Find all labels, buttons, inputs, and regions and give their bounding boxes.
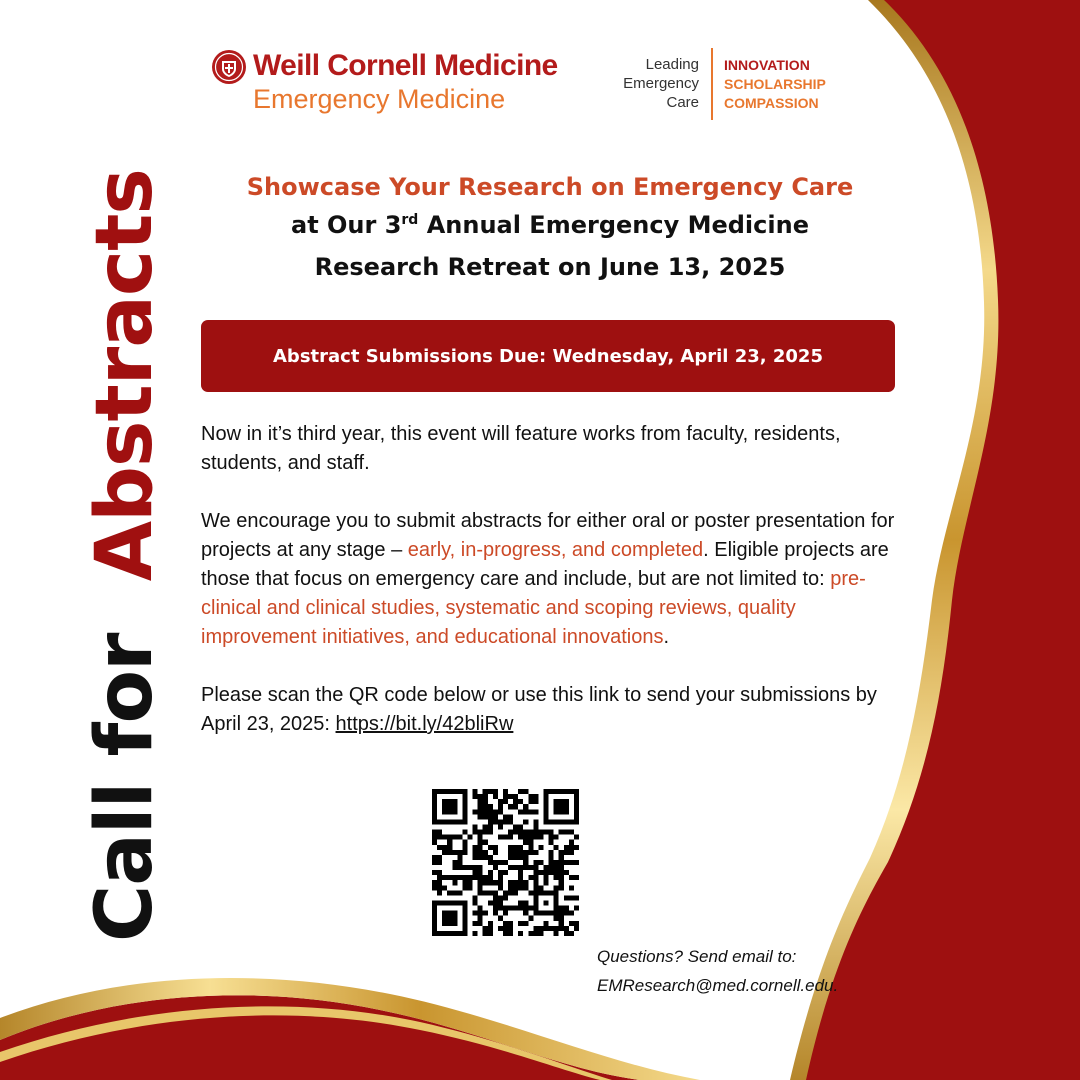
p2-text-a: We encourage you to submit abstracts for either oral or poster presentation for projects at any stage –	[201, 510, 895, 561]
contact-prompt: Questions? Send email to:	[597, 947, 797, 966]
headline-line-2	[195, 204, 905, 246]
headline	[195, 170, 905, 288]
due-date-banner	[201, 320, 895, 392]
due-date-text: Abstract Submissions Due: Wednesday, April 23, 2025	[273, 345, 823, 367]
cornell-seal-icon	[211, 49, 247, 85]
tagline-divider	[711, 48, 713, 120]
headline-line-1: Showcase Your Research on Emergency Care	[246, 173, 854, 201]
tagline-innovation: INNOVATION	[724, 57, 810, 73]
p2-highlight-project-types: pre-clinical and clinical studies, systematic and scoping reviews, quality improvement initiatives, and educational innovations	[201, 568, 866, 648]
body-paragraph-1: Now in it’s third year, this event will feature works from faculty, residents, students, and staff.	[201, 423, 841, 474]
tagline-left-3: Care	[666, 94, 699, 111]
tagline-left-2: Emergency	[623, 75, 699, 92]
qr-code[interactable]	[432, 789, 579, 936]
headline-ordinal-sup: rd	[401, 212, 419, 228]
tagline-left-1: Leading	[645, 56, 699, 73]
p3-text: Please scan the QR code below or use this link to send your submissions by April 23, 2025:	[201, 684, 877, 735]
p2-highlight-stages: early, in-progress, and completed	[407, 539, 704, 561]
body-paragraph-2	[201, 507, 901, 652]
side-title-call-for: Call for	[80, 633, 170, 942]
values-tagline	[724, 56, 826, 113]
leading-emergency-care	[596, 55, 699, 112]
contact-email[interactable]: EMResearch@med.cornell.edu.	[597, 976, 839, 995]
headline-line-2-post: Annual Emergency Medicine	[418, 211, 809, 239]
wcm-logo	[211, 47, 591, 117]
body-paragraph-3	[201, 681, 901, 739]
p2-text-b: . Eligible projects are those that focus on emergency care and include, but are not limited to:	[201, 539, 889, 590]
headline-line-3: Research Retreat on June 13, 2025	[314, 253, 786, 281]
tagline-compassion: COMPASSION	[724, 95, 819, 111]
side-title-abstracts: Abstracts	[80, 169, 170, 582]
tagline-scholarship: SCHOLARSHIP	[724, 76, 826, 92]
side-title	[80, 152, 170, 942]
contact-info	[597, 942, 838, 1000]
org-name: Weill Cornell Medicine	[253, 49, 558, 82]
body-text	[201, 420, 901, 768]
department-name: Emergency Medicine	[253, 84, 506, 114]
submission-link[interactable]: https://bit.ly/42bliRw	[335, 713, 514, 735]
headline-line-2-pre: at Our 3	[291, 211, 402, 239]
p2-text-c: .	[663, 626, 670, 648]
